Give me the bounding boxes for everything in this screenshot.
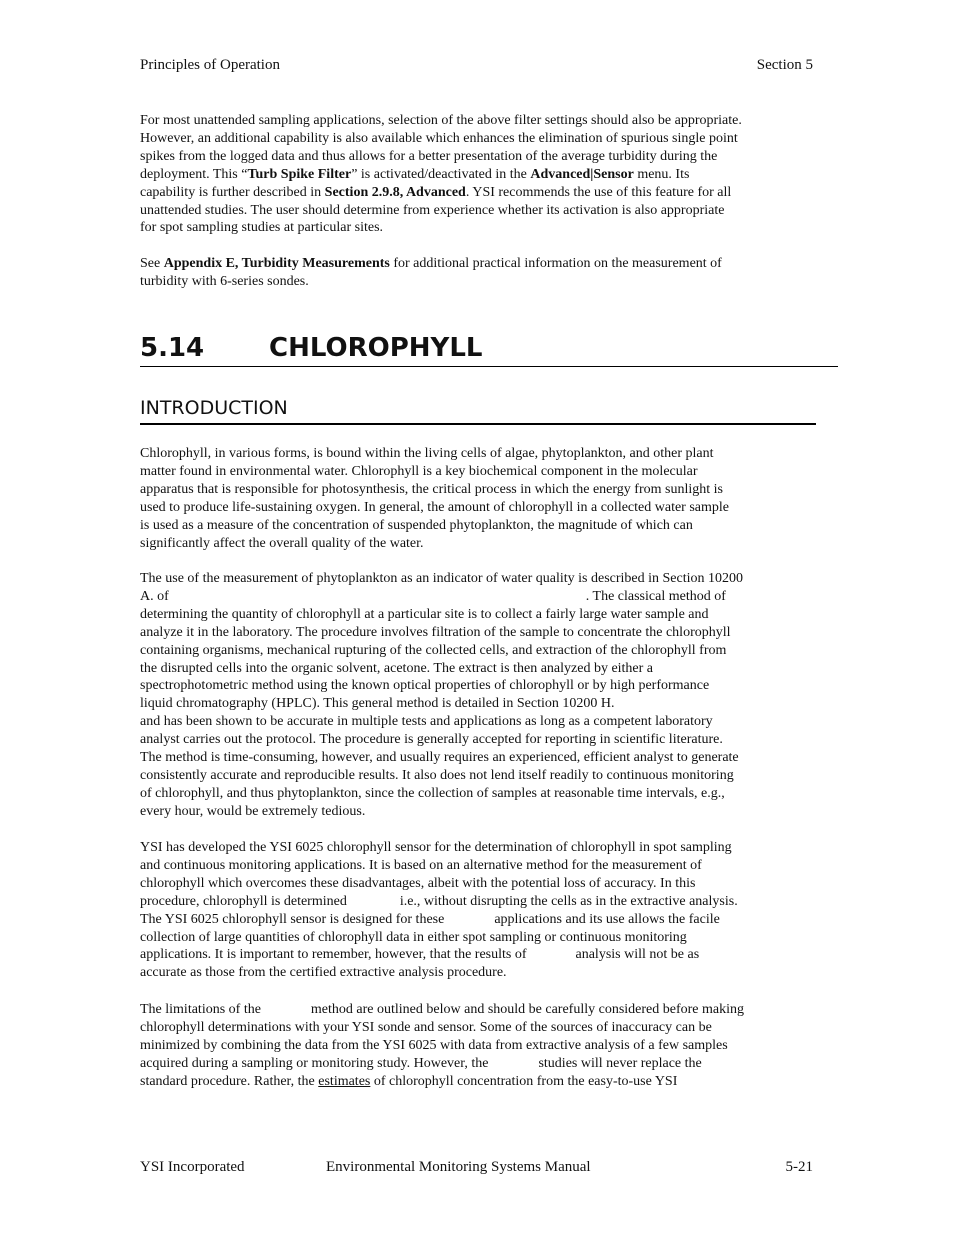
- text-line: However, an additional capability is also available which enhances the elimination of spurious single point: [140, 130, 738, 146]
- text-line: analyst carries out the protocol. The procedure is generally accepted for reporting in scientific literature.: [140, 732, 723, 748]
- text-line: minimized by combining the data from the YSI 6025 with data from extractive analysis of a few samples: [140, 1037, 728, 1053]
- text-line: every hour, would be extremely tedious.: [140, 803, 366, 819]
- text-line: The YSI 6025 chlorophyll sensor is designed for these applications and its use allows the facile: [140, 911, 720, 927]
- text-line: is used as a measure of the concentration of suspended phytoplankton, the magnitude of which can: [140, 517, 693, 533]
- section-number: 5.14: [140, 333, 205, 363]
- text-line: of chlorophyll, and thus phytoplankton, since the collection of samples at reasonable time intervals, e.g.,: [140, 785, 725, 801]
- paragraph-chlorophyll-intro: [140, 445, 815, 552]
- text-line: chlorophyll which overcomes these disadvantages, albeit with the potential loss of accuracy. In this: [140, 875, 696, 891]
- bold-text: Section 2.9.8, Advanced: [324, 184, 466, 200]
- underlined-text: estimates: [318, 1073, 371, 1089]
- section-title: CHLOROPHYLL: [269, 333, 483, 363]
- text-line: for spot sampling studies at particular sites.: [140, 220, 384, 236]
- text-line: Chlorophyll, in various forms, is bound within the living cells of algae, phytoplankton, and other plant: [140, 446, 714, 461]
- text-line: procedure, chlorophyll is determined i.e., without disrupting the cells as in the extractive analysis.: [140, 893, 738, 909]
- subsection-heading: [140, 395, 816, 425]
- section-heading: [140, 330, 838, 367]
- paragraph-ysi-6025: [140, 839, 815, 982]
- text-line: For most unattended sampling applications, selection of the above filter settings should also be appropriate.: [140, 113, 742, 128]
- header-right: Section 5: [756, 57, 813, 73]
- text-line: YSI has developed the YSI 6025 chlorophyll sensor for the determination of chlorophyll in spot sampling: [140, 840, 732, 855]
- text-line: liquid chromatography (HPLC). This general method is detailed in Section 10200 H.: [140, 696, 615, 712]
- text-line: deployment. This “Turb Spike Filter” is activated/deactivated in the Advanced|Sensor menu. Its: [140, 166, 690, 182]
- text-line: spectrophotometric method using the known optical properties of chlorophyll or by high performance: [140, 678, 710, 694]
- text-line: containing organisms, mechanical rupturing of the collected cells, and extraction of the chlorophyll from: [140, 642, 727, 658]
- text-line: The method is time-consuming, however, and usually requires an experienced, efficient analyst to generate: [140, 750, 739, 766]
- text-line: and has been shown to be accurate in multiple tests and applications as long as a competent laboratory: [140, 714, 713, 730]
- text-line: the disrupted cells into the organic solvent, acetone. The extract is then analyzed by either a: [140, 660, 654, 676]
- text-line: unattended studies. The user should determine from experience whether its activation is also appropriate: [140, 202, 725, 218]
- bold-text: Appendix E, Turbidity Measurements: [163, 256, 390, 271]
- text-line: accurate as those from the certified extractive analysis procedure.: [140, 965, 507, 981]
- text-line: applications. It is important to remember, however, that the results of analysis will not be as: [140, 947, 700, 963]
- text-line: capability is further described in Section 2.9.8, Advanced. YSI recommends the use of this feature for all: [140, 184, 732, 200]
- footer-page-number: 5-21: [785, 1159, 813, 1175]
- bold-text: Advanced|Sensor: [530, 166, 634, 182]
- footer-center: Environmental Monitoring Systems Manual: [326, 1159, 591, 1175]
- text-line: See Appendix E, Turbidity Measurements for additional practical information on the measurement of: [140, 256, 722, 271]
- bold-text: Turb Spike Filter: [247, 166, 352, 182]
- paragraph-turb-spike-filter: [140, 112, 815, 237]
- text-line: standard procedure. Rather, the estimates of chlorophyll concentration from the easy-to-use YSI: [140, 1073, 678, 1089]
- text-line: apparatus that is responsible for photosynthesis, the critical process in which the energy from sunlight is: [140, 481, 723, 497]
- text-line: chlorophyll determinations with your YSI sonde and sensor. Some of the sources of inaccuracy can be: [140, 1019, 712, 1035]
- text-line: and continuous monitoring applications. It is based on an alternative method for the measurement of: [140, 857, 702, 873]
- text-line: turbidity with 6-series sondes.: [140, 273, 309, 289]
- text-line: The use of the measurement of phytoplankton as an indicator of water quality is described in Section 10200: [140, 571, 744, 586]
- text-line: acquired during a sampling or monitoring study. However, the studies will never replace the: [140, 1055, 702, 1071]
- text-line: A. of . The classical method of: [140, 588, 726, 604]
- text-line: matter found in environmental water. Chlorophyll is a key biochemical component in the molecular: [140, 463, 698, 479]
- subsection-title: INTRODUCTION: [140, 397, 288, 419]
- text-line: consistently accurate and reproducible results. It also does not lend itself readily to continuous monitoring: [140, 767, 734, 783]
- header-left: Principles of Operation: [140, 57, 280, 73]
- text-line: analyze it in the laboratory. The procedure involves filtration of the sample to concentrate the chlorophyll: [140, 624, 731, 640]
- text-line: significantly affect the overall quality of the water.: [140, 535, 424, 551]
- paragraph-classical-method: [140, 570, 815, 821]
- text-line: collection of large quantities of chlorophyll data in either spot sampling or continuous monitoring: [140, 929, 687, 945]
- text-line: determining the quantity of chlorophyll at a particular site is to collect a fairly large water sample and: [140, 606, 709, 622]
- paragraph-appendix-e: [140, 255, 815, 291]
- paragraph-limitations: [140, 1001, 815, 1091]
- text-line: used to produce life-sustaining oxygen. In general, the amount of chlorophyll in a collected water sample: [140, 499, 729, 515]
- text-line: The limitations of the method are outlined below and should be carefully considered before making: [140, 1002, 744, 1017]
- text-line: spikes from the logged data and thus allows for a better presentation of the average turbidity during the: [140, 148, 718, 164]
- footer-left: YSI Incorporated: [140, 1159, 245, 1175]
